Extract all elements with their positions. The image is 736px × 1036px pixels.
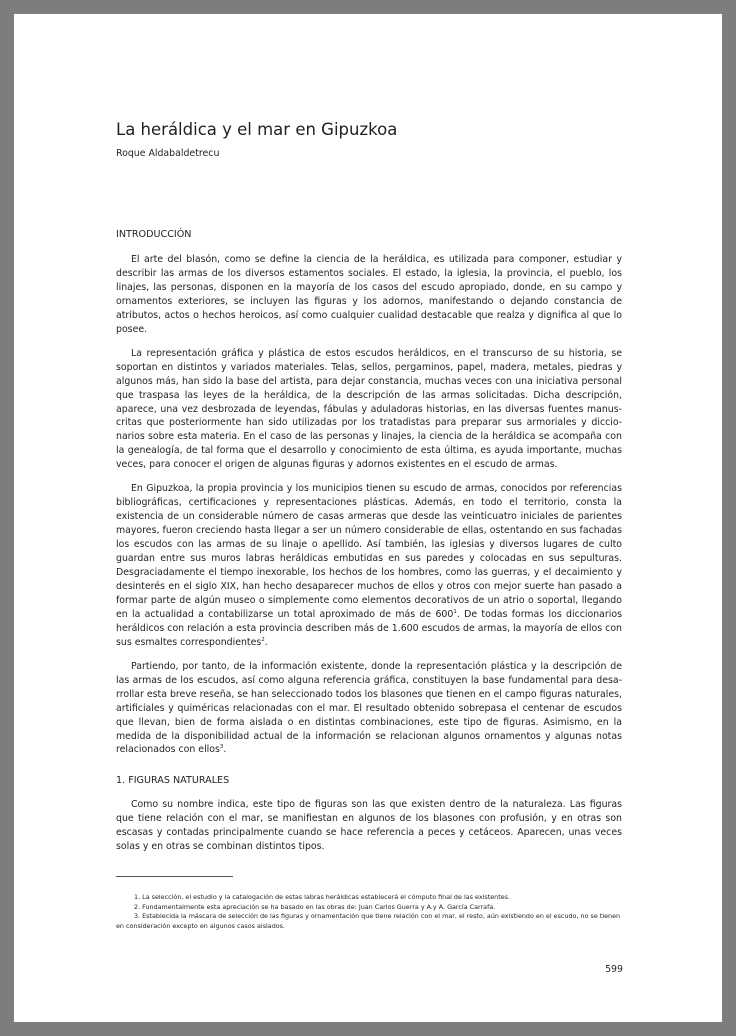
footnote-separator <box>116 876 233 877</box>
article-author: Roque Aldabaldetrecu <box>116 148 220 159</box>
document-page <box>14 14 722 1022</box>
paragraph: En Gipuzkoa, la propia provincia y los municipios tienen su escudo de armas, conocidos por referencias bibliográficas, certificaciones y representaciones plásticas. Además, en todo el territorio, consta la existencia de un considerable número de casas armeras que desde las veinticuatro iniciales de parientes mayores, fueron creciendo hasta llegar a ser un número considerable de ellas, ostentando en sus fachadas los escudos con las armas de su linaje o apellido. Así también, las iglesias y diversos lugares de culto guardan entre sus muros labras heráldicas embutidas en sus paredes y colocadas en sus sepulturas. Desgraciadamente el tiempo inexorable, los hechos de los hombres, como las guerras, y el decaimiento y desinterés en el siglo XIX, han hecho desaparecer muchos de ellos y otros con mejor suerte han pasado a formar parte de algún museo o simplemente como elementos decorativos de un atrio o soportal, llegando en la actualidad a contabilizarse un total aproximado de más de $600^1$. De todas formas los diccionarios heráldicos con relación a esta provincia describen más de 1.600 escudos de armas, la mayoría de ellos con sus esmaltes correspondientes$^2$. <box>116 483 622 648</box>
section-body-introduccion <box>116 253 622 757</box>
footnote: 2. Fundamentalmente esta apreciación se ha basado en las obras de: Juan Carlos Guerra y A.y A. García Carrafa. <box>134 902 496 911</box>
paragraph: La representación gráfica y plástica de estos escudos heráldicos, en el transcurso de su historia, se soportan en distintos y variados materiales. Telas, sellos, pergaminos, papel, madera, metales, piedras y algunos más, han sido la base del artista, para dejar constancia, muchas veces con una iniciativa personal que traspasa las leyes de la heráldica, de la descripción de las armas solicitadas. Dicha descripción, aparece, una vez desbrozada de leyendas, fábulas y aduladoras historias, en las diversas fuentes manuscritas que posteriormente han sido utilizadas por los tratadistas para preparar sus armoriales y diccionarios sobre esta materia. En el caso de las personas y linajes, la ciencia de la heráldica se acompaña con la genealogía, de tal forma que el desarrollo y conocimiento de esta última, es ayuda importante, muchas veces, para conocer el origen de algunas figuras y adornos existentes en el escudo de armas. <box>116 347 622 471</box>
paragraph: Como su nombre indica, este tipo de figuras son las que existen dentro de la naturaleza. Las figuras que tiene relación con el mar, se manifiestan en algunos de los blasones con profusión, y en otras son escasas y contadas principalmente cuando se hace referencia a peces y cetáceos. Aparecen, unas veces solas y en otras se combinan distintos tipos. <box>116 799 622 852</box>
section-heading-figuras-naturales: 1. FIGURAS NATURALES <box>116 775 230 786</box>
article-title: La heráldica y el mar en Gipuzkoa <box>116 120 398 139</box>
paragraph: El arte del blasón, como se define la ciencia de la heráldica, es utilizada para componer, estudiar y describir las armas de los diversos estamentos sociales. El estado, la iglesia, la provincia, el pueblo, los linajes, las personas, disponen en la mayoría de los casos del escudo apropiado, donde, en su campo y ornamentos exteriores, se incluyen las figuras y los adornos, manifestando o dejando constancia de atributos, actos o hechos heroicos, así como cualquier cualidad destacable que realza y dignifica al que lo posee. <box>116 254 622 335</box>
footnote-ref: 3 <box>219 744 224 751</box>
footnotes <box>116 893 622 931</box>
paragraph: Partiendo, por tanto, de la información existente, donde la representación plástica y la descripción de las armas de los escudos, así como alguna referencia gráfica, constituyen la base fundamental para desarrollar esta breve reseña, se han seleccionado todos los blasones que tienen en el campo figuras naturales, artificiales y quiméricas relacionadas con el mar. El resultado obtenido sobrepasa el centenar de escudos que llevan, bien de forma aislada o en distintas combinaciones, este tipo de figuras. Asimismo, en la medida de la disponibilidad actual de la información se relacionan algunos ornamentos y algunas notas relacionados con ellos$^3$. <box>116 660 622 756</box>
footnote: 3. Establecida la máscara de selección de las figuras y ornamentación que tiene relación con el mar, el resto, aún existiendo en el escudo, no se tienen en consideración excepto en algunos casos aislados. <box>116 912 621 930</box>
footnote-ref: 2 <box>261 636 265 643</box>
page-number: 599 <box>605 964 623 975</box>
section-body-figuras-naturales <box>116 798 622 854</box>
section-heading-introduccion: INTRODUCCIÓN <box>116 229 192 240</box>
footnote-ref: 1 <box>453 608 457 615</box>
footnote: 1. La selección, el estudio y la catalogación de estas labras heráldicas establecerá el cómputo final de las existentes. <box>134 893 510 901</box>
